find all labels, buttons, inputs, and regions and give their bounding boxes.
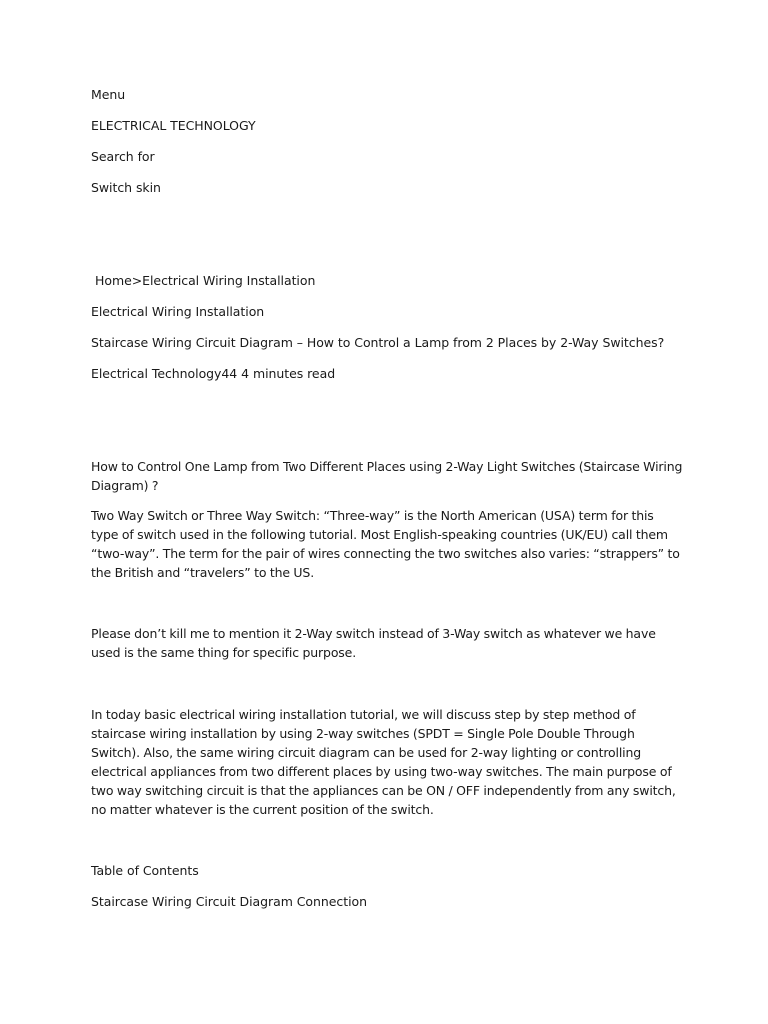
breadcrumb-home-link[interactable]: Home [95,273,132,288]
article-category-link[interactable]: Electrical Wiring Installation [91,304,265,319]
toc-item-link[interactable]: Staircase Wiring Circuit Diagram Connection [91,894,367,909]
breadcrumb-separator: > [131,273,143,288]
article-title: Staircase Wiring Circuit Diagram – How to Control a Lamp from 2 Places by 2-Way Switches? [91,335,665,350]
breadcrumb-current-link[interactable]: Electrical Wiring Installation [142,273,316,288]
switch-skin-toggle[interactable]: Switch skin [91,180,161,195]
article-paragraph-2: Please don’t kill me to mention it 2-Way switch instead of 3-Way switch as whatever we have used is the same thing for specific purpose. [91,626,656,660]
search-label[interactable]: Search for [91,149,155,164]
article-paragraph-1: Two Way Switch or Three Way Switch: “Three-way” is the North American (USA) term for this type of switch used in the following tutorial. Most English-speaking countries (UK/EU) call them “two-way”. The term for the pair of wires connecting the two switches also varies: “strappers” to the British and “travelers” to the US. [91,508,680,580]
site-name-link[interactable]: ELECTRICAL TECHNOLOGY [91,118,256,133]
article-subheading: How to Control One Lamp from Two Different Places using 2-Way Light Switches (Staircase Wiring Diagram) ? [91,459,683,493]
article-meta: Electrical Technology44 4 minutes read [91,366,336,381]
article-paragraph-3: In today basic electrical wiring installation tutorial, we will discuss step by step method of staircase wiring installation by using 2-way switches (SPDT = Single Pole Double Through Switch). Also, the same wiring circuit diagram can be used for 2-way lighting or controlling electrical appliances from two different places by using two-way switches. The main purpose of two way switching circuit is that the appliances can be ON / OFF independently from any switch, no matter whatever is the current position of the switch. [91,707,676,817]
toc-heading: Table of Contents [91,863,199,878]
menu-button[interactable]: Menu [91,87,126,102]
breadcrumb [95,271,685,290]
